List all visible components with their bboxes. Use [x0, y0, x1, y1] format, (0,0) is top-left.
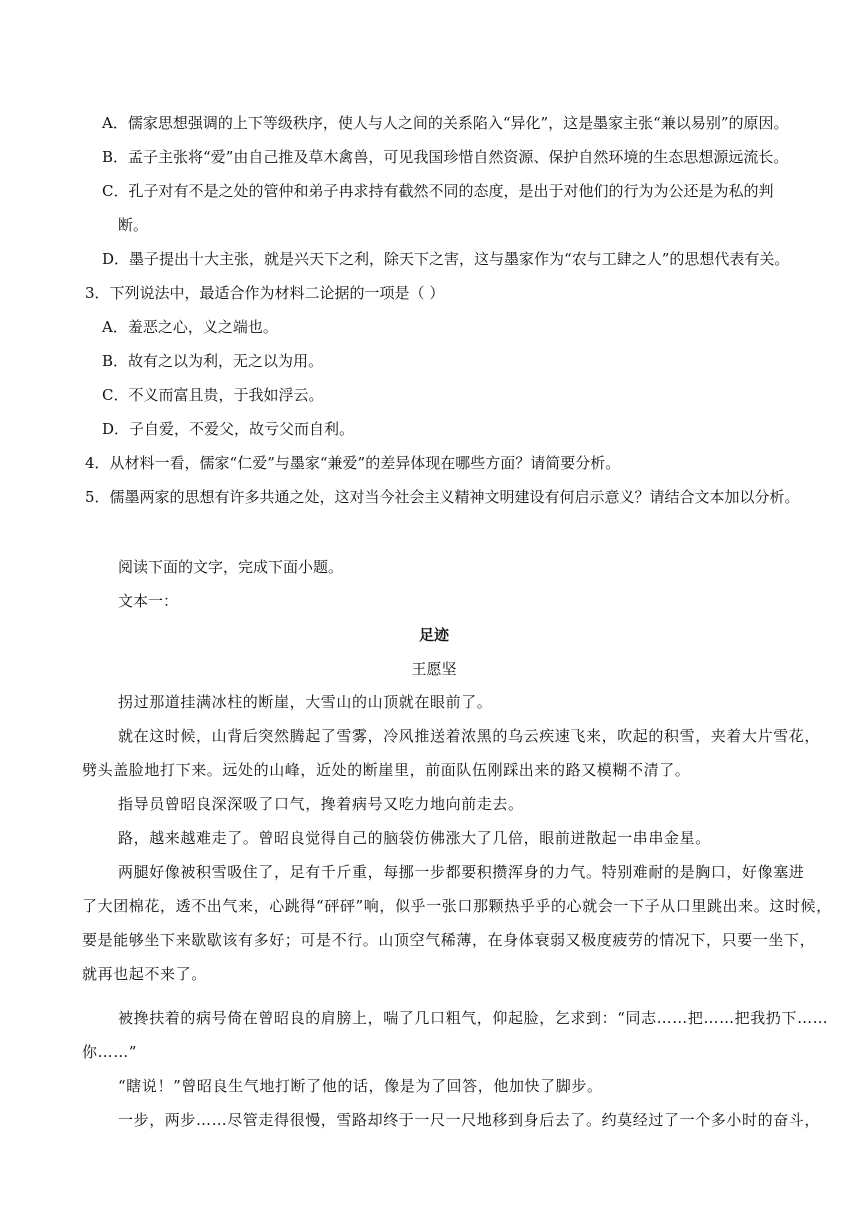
q2-option-c-continuation: 断。	[118, 216, 149, 234]
q3-option-c: C．不义而富且贵，于我如浮云。	[102, 386, 324, 404]
q3-option-a: A．羞恶之心，义之端也。	[102, 318, 278, 336]
article-line: 路，越来越难走了。曾昭良觉得自己的脑袋仿佛涨大了几倍，眼前迸散起一串串金星。	[118, 829, 711, 847]
q2-option-a: A．儒家思想强调的上下等级秩序，使人与人之间的关系陷入“异化”，这是墨家主张“兼以易别”的原因。	[102, 114, 789, 132]
q3-stem: 3．下列说法中，最适合作为材料二论据的一项是（ ）	[85, 284, 445, 302]
article-line: 被搀扶着的病号倚在曾昭良的肩膀上，喘了几口粗气，仰起脸，乞求到：“同志……把……把我扔下……	[118, 1009, 829, 1027]
q2-option-d: D．墨子提出十大主张，就是兴天下之利，除天下之害，这与墨家作为“农与工肆之人”的思想代表有关。	[102, 250, 790, 268]
article-line: 两腿好像被积雪吸住了，足有千斤重，每挪一步都要积攒浑身的力气。特别难耐的是胸口，好像塞进	[118, 863, 805, 881]
article-line: 你……”	[82, 1043, 138, 1061]
article-line: 劈头盖脸地打下来。远处的山峰，近处的断崖里，前面队伍刚踩出来的路又模糊不清了。	[82, 761, 691, 779]
article-line: 了大团棉花，透不出气来，心跳得“砰砰”响，似乎一张口那颗热乎乎的心就会一下子从口里跳出来。这时候，	[82, 897, 832, 915]
article-line: “瞎说！”曾昭良生气地打断了他的话，像是为了回答，他加快了脚步。	[118, 1077, 603, 1095]
q3-option-b: B．故有之以为利，无之以为用。	[102, 352, 324, 370]
article-line: 拐过那道挂满冰柱的断崖，大雪山的山顶就在眼前了。	[118, 693, 493, 711]
q2-option-c: C．孔子对有不是之处的管仲和弟子冉求持有截然不同的态度，是出于对他们的行为为公还是为私的判	[102, 182, 774, 200]
article-line: 就再也起不来了。	[82, 965, 207, 983]
article-line: 一步，两步……尽管走得很慢，雪路却终于一尺一尺地移到身后去了。约莫经过了一个多小时的奋斗，	[118, 1111, 821, 1129]
q2-option-b: B．孟子主张将“爱”由自己推及草木禽兽，可见我国珍惜自然资源、保护自然环境的生态思想源远流长。	[102, 148, 789, 166]
article-line: 要是能够坐下来歇歇该有多好；可是不行。山顶空气稀薄，在身体衰弱又极度疲劳的情况下，只要一坐下，	[82, 931, 816, 949]
q5-stem: 5．儒墨两家的思想有许多共通之处，这对当今社会主义精神文明建设有何启示意义？请结合文本加以分析。	[85, 488, 800, 506]
article-line: 指导员曾昭良深深吸了口气，搀着病号又吃力地向前走去。	[118, 795, 524, 813]
article-author: 王愿坚	[411, 660, 457, 678]
q3-option-d: D．子自爱，不爱父，故亏父而自利。	[102, 420, 355, 438]
q4-stem: 4．从材料一看，儒家“仁爱”与墨家“兼爱”的差异体现在哪些方面？请简要分析。	[85, 454, 621, 472]
reading-instruction: 阅读下面的文字，完成下面小题。	[118, 558, 344, 576]
text-label: 文本一：	[118, 592, 179, 610]
article-line: 就在这时候，山背后突然腾起了雪雾，冷风推送着浓黑的乌云疾速飞来，吹起的积雪，夹着大片雪花，	[118, 727, 821, 745]
article-title: 足迹	[418, 626, 449, 644]
